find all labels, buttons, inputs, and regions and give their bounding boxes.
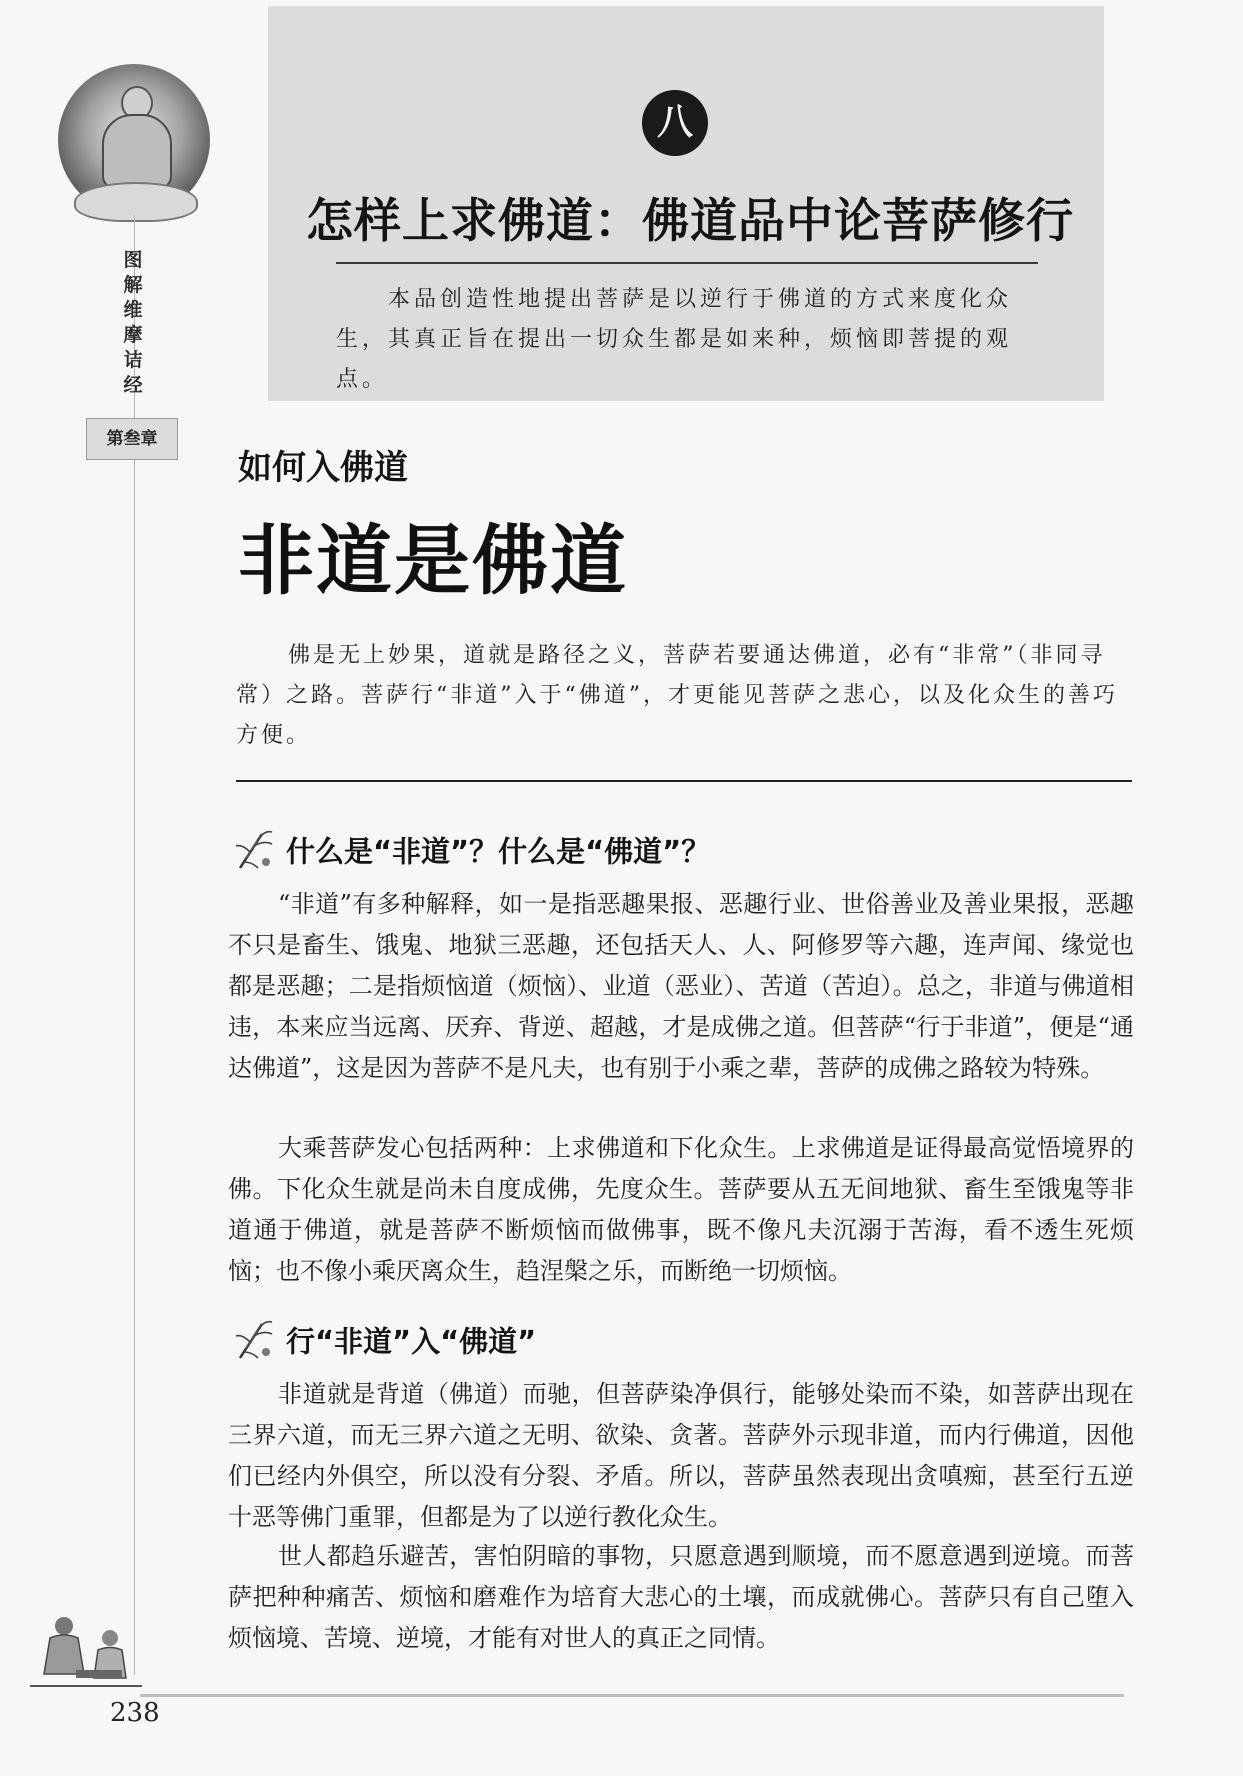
bamboo-icon bbox=[232, 1318, 276, 1362]
paragraph: “非道”有多种解释，如一是指恶趣果报、恶趣行业、世俗善业及善业果报，恶趣不只是畜生、饿鬼、地狱三恶趣，还包括天人、人、阿修罗等六趣，连声闻、缘觉也都是恶趣；二是指烦恼道（烦恼）、业道（恶业）、苦道（苦迫）。总之，非道与佛道相违，本来应当远离、厌弃、背逆、超越，才是成佛之道。但菩萨“行于非道”，便是“通达佛道”，这是因为菩萨不是凡夫，也有别于小乘之辈，菩萨的成佛之路较为特殊。 bbox=[228, 890, 1134, 1082]
footer-divider bbox=[140, 1694, 1124, 1697]
section-divider bbox=[236, 780, 1132, 782]
chapter-intro: 本品创造性地提出菩萨是以逆行于佛道的方式来度化众生，其真正旨在提出一切众生都是如来种，烦恼即菩提的观点。 bbox=[336, 287, 1013, 392]
paragraph: 世人都趋乐避苦，害怕阴暗的事物，只愿意遇到顺境，而不愿意遇到逆境。而菩萨把种种痛苦、烦恼和磨难作为培育大悲心的土壤，而成就佛心。菩萨只有自己堕入烦恼境、苦境、逆境，才能有对世人的真正之同情。 bbox=[228, 1542, 1134, 1652]
bamboo-icon bbox=[232, 828, 276, 872]
page-number: 238 bbox=[110, 1698, 160, 1728]
chapter-title: 怎样上求佛道：佛道品中论菩萨修行 bbox=[306, 194, 1074, 249]
section-subtitle: 如何入佛道 bbox=[238, 448, 408, 488]
header-divider bbox=[336, 262, 1038, 264]
section-title: 非道是佛道 bbox=[238, 516, 628, 605]
buddha-medallion-icon bbox=[58, 64, 210, 216]
chapter-tab: 第叁章 bbox=[86, 418, 178, 460]
book-title-vertical: 图解维摩诘经 bbox=[123, 249, 143, 396]
chapter-number-badge: 八 bbox=[642, 90, 708, 156]
subsection-heading bbox=[232, 1318, 536, 1368]
subsection-heading bbox=[232, 828, 710, 878]
section-intro: 佛是无上妙果，道就是路径之义，菩萨若要通达佛道，必有“非常”（非同寻常）之路。菩萨行“非道”入于“佛道”，才更能见菩萨之悲心，以及化众生的善巧方便。 bbox=[236, 643, 1118, 748]
subsection-heading-text: 行“非道”入“佛道” bbox=[286, 1324, 537, 1359]
scholars-illustration-icon bbox=[20, 1598, 150, 1694]
paragraph: 非道就是背道（佛道）而驰，但菩萨染净俱行，能够处染而不染，如菩萨出现在三界六道，而无三界六道之无明、欲染、贪著。菩萨外示现非道，而内行佛道，因他们已经内外俱空，所以没有分裂、矛盾。所以，菩萨虽然表现出贪嗔痴，甚至行五逆十恶等佛门重罪，但都是为了以逆行教化众生。 bbox=[228, 1380, 1134, 1531]
subsection-heading-text: 什么是“非道”？什么是“佛道”？ bbox=[286, 834, 711, 869]
paragraph: 大乘菩萨发心包括两种：上求佛道和下化众生。上求佛道是证得最高觉悟境界的佛。下化众生就是尚未自度成佛，先度众生。菩萨要从五无间地狱、畜生至饿鬼等非道通于佛道，就是菩萨不断烦恼而做佛事，既不像凡夫沉溺于苦海，看不透生死烦恼；也不像小乘厌离众生，趋涅槃之乐，而断绝一切烦恼。 bbox=[228, 1134, 1134, 1285]
